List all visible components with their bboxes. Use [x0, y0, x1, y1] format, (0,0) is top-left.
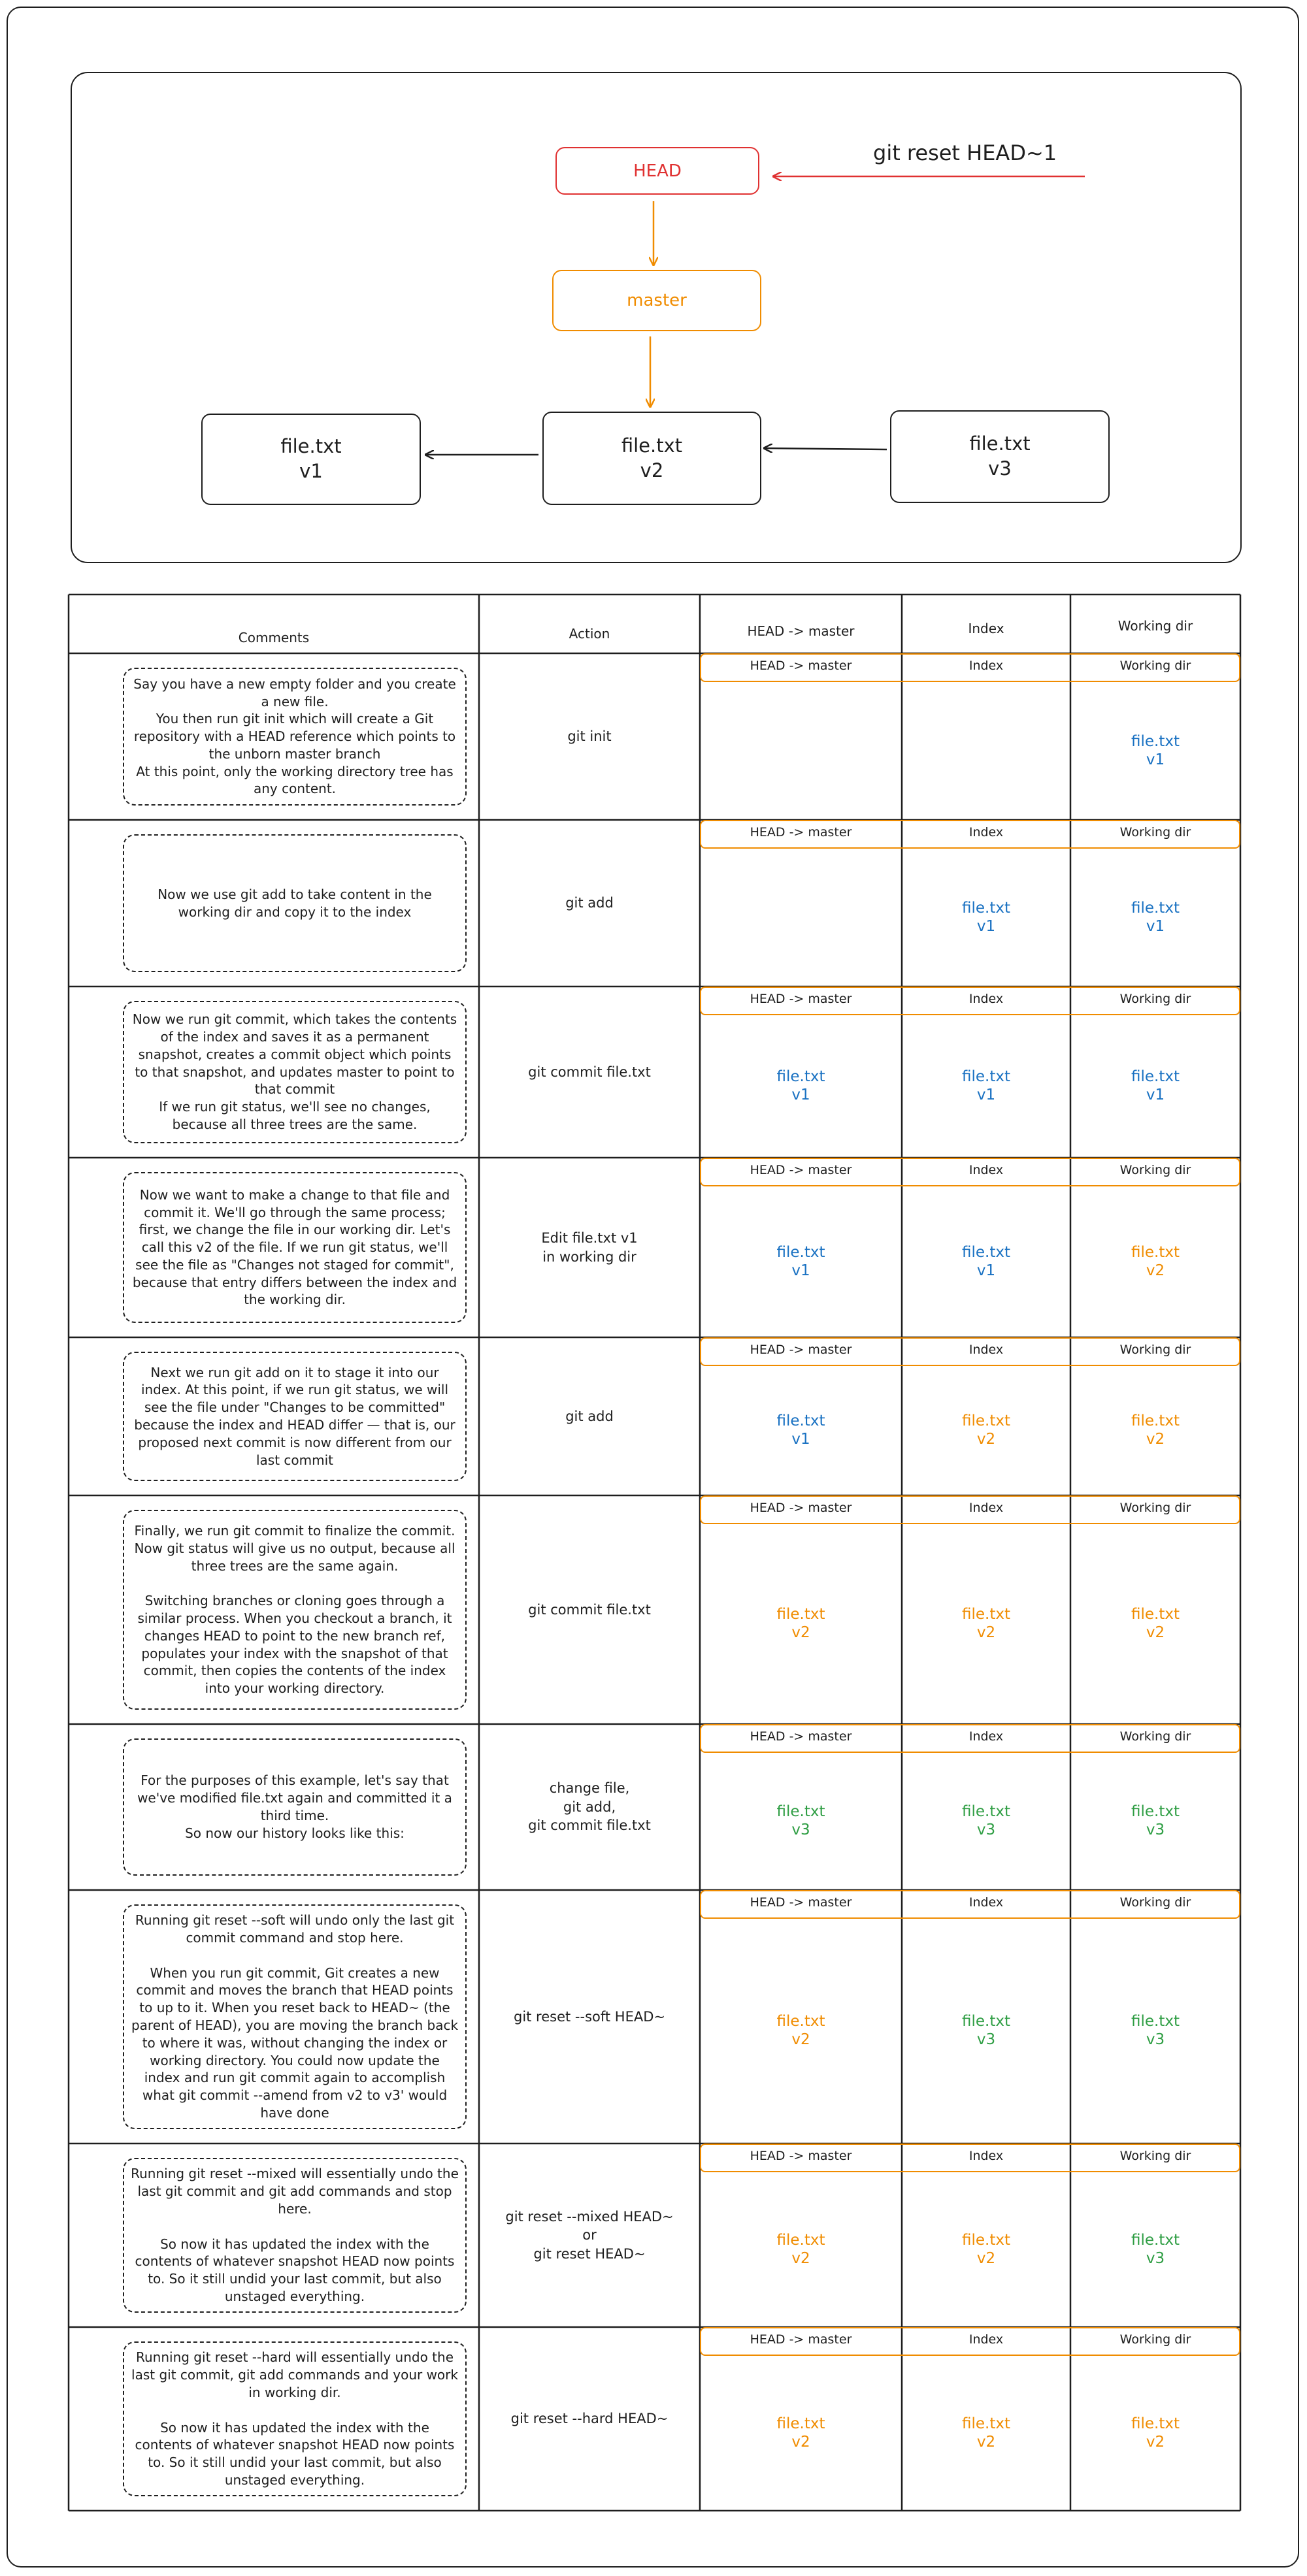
workdir-file-state: file.txt v3 — [1131, 1803, 1180, 1838]
subheader-working-dir: Working dir — [1119, 1729, 1191, 1744]
subheader-head-master: HEAD -> master — [750, 1729, 852, 1744]
comment-box: Now we use git add to take content in the working dir and copy it to the index — [123, 834, 467, 972]
master-node: master — [552, 270, 761, 331]
workdir-file-state: file.txt v1 — [1131, 899, 1180, 935]
action-text: git add — [565, 1408, 614, 1424]
workdir-file-state: file.txt v2 — [1131, 1243, 1180, 1279]
subheader-head-master: HEAD -> master — [750, 2149, 852, 2163]
commit-v1-node: file.txt v1 — [201, 414, 421, 505]
commit-v2-node: file.txt v2 — [542, 412, 761, 505]
workdir-file-state: file.txt v2 — [1131, 1606, 1180, 1641]
head-node: HEAD — [555, 147, 759, 195]
workdir-file-state: file.txt v2 — [1131, 1412, 1180, 1448]
header-head-master: HEAD -> master — [747, 623, 855, 639]
index-file-state: file.txt v2 — [962, 2415, 1010, 2451]
index-file-state: file.txt v3 — [962, 1803, 1010, 1838]
index-file-state: file.txt v2 — [962, 2231, 1010, 2267]
comment-box: For the purposes of this example, let's say that we've modified file.txt again and committed it a third time. So now our history looks like this: — [123, 1738, 467, 1876]
subheader-head-master: HEAD -> master — [750, 1343, 852, 1357]
subheader-head-master: HEAD -> master — [750, 2332, 852, 2347]
index-file-state: file.txt v2 — [962, 1606, 1010, 1641]
comment-box: Finally, we run git commit to finalize the commit. Now git status will give us no output, because all three trees are the same again. Switching branches or cloning goes through a similar process. When you checkout a branch, it changes HEAD to point to the new branch ref, populates your index with the snapshot of that commit, then copies the contents of the index into your working directory. — [123, 1510, 467, 1710]
head-file-state: file.txt v1 — [776, 1243, 825, 1279]
header-action: Action — [569, 626, 610, 642]
action-text: git commit file.txt — [528, 1064, 651, 1080]
subheader-working-dir: Working dir — [1119, 992, 1191, 1006]
subheader-index: Index — [968, 1729, 1004, 1744]
reset-command-label: git reset HEAD~1 — [873, 140, 1057, 165]
action-text: git reset --hard HEAD~ — [510, 2411, 669, 2427]
action-text: Edit file.txt v1 in working dir — [541, 1230, 638, 1265]
header-comments: Comments — [238, 630, 310, 645]
workdir-file-state: file.txt v3 — [1131, 2231, 1180, 2267]
index-file-state: file.txt v3 — [962, 2013, 1010, 2048]
subheader-index: Index — [968, 1343, 1004, 1357]
index-file-state — [902, 682, 1070, 820]
index-file-state: file.txt v1 — [962, 899, 1010, 935]
head-file-state — [700, 682, 902, 820]
comment-box: Next we run git add on it to stage it into our index. At this point, if we run git status, we will see the file under "Changes to be committed" because the index and HEAD differ — that is, our proposed next commit is now different from our last commit — [123, 1352, 467, 1481]
subheader-working-dir: Working dir — [1119, 659, 1191, 673]
subheader-index: Index — [968, 1163, 1004, 1177]
subheader-working-dir: Working dir — [1119, 825, 1191, 840]
subheader-index: Index — [968, 1501, 1004, 1515]
subheader-index: Index — [968, 2149, 1004, 2163]
head-file-state: file.txt v1 — [776, 1412, 825, 1448]
comment-box: Now we run git commit, which takes the contents of the index and saves it as a permanent snapshot, creates a commit object which points to that snapshot, and updates master to point to that commit If we run git status, we'll see no changes, because all three trees are the same. — [123, 1001, 467, 1143]
subheader-index: Index — [968, 992, 1004, 1006]
head-file-state — [700, 849, 902, 986]
index-file-state: file.txt v1 — [962, 1243, 1010, 1279]
subheader-head-master: HEAD -> master — [750, 992, 852, 1006]
subheader-head-master: HEAD -> master — [750, 659, 852, 673]
workdir-file-state: file.txt v1 — [1131, 732, 1180, 768]
head-file-state: file.txt v2 — [776, 1606, 825, 1641]
workdir-file-state: file.txt v1 — [1131, 1068, 1180, 1103]
header-working-dir: Working dir — [1117, 618, 1193, 634]
comment-box: Now we want to make a change to that file and commit it. We'll go through the same process; first, we change the file in our working dir. Let's call this v2 of the file. If we run git status, we'll see the file as "Changes not staged for commit", because that entry differs between the index and the working dir. — [123, 1172, 467, 1323]
action-text: git commit file.txt — [528, 1601, 651, 1618]
subheader-working-dir: Working dir — [1119, 2149, 1191, 2163]
head-file-state: file.txt v2 — [776, 2231, 825, 2267]
subheader-index: Index — [968, 825, 1004, 840]
head-file-state: file.txt v1 — [776, 1068, 825, 1103]
subheader-index: Index — [968, 659, 1004, 673]
index-file-state: file.txt v2 — [962, 1412, 1010, 1448]
subheader-head-master: HEAD -> master — [750, 825, 852, 840]
head-file-state: file.txt v2 — [776, 2013, 825, 2048]
head-file-state: file.txt v3 — [776, 1803, 825, 1838]
action-text: change file, git add, git commit file.txt — [528, 1780, 651, 1834]
action-text: git add — [565, 895, 614, 911]
head-file-state: file.txt v2 — [776, 2415, 825, 2451]
subheader-head-master: HEAD -> master — [750, 1895, 852, 1910]
comment-box: Running git reset --mixed will essentially undo the last git commit and git add commands and stop here. So now it has updated the index with the contents of whatever snapshot HEAD now points to. So it still undid your last commit, but also unstaged everything. — [123, 2158, 467, 2313]
comment-box: Running git reset --soft will undo only the last git commit command and stop here. When you run git commit, Git creates a new commit and moves the branch that HEAD points to up to it. When you reset back to HEAD~ (the parent of HEAD), you are moving the branch back to where it was, without changing the index or working directory. You could now update the index and run git commit again to accomplish what git commit --amend from v2 to v3' would have done — [123, 1904, 467, 2129]
action-text: git init — [567, 728, 612, 745]
action-text: git reset --soft HEAD~ — [513, 2008, 665, 2025]
subheader-working-dir: Working dir — [1119, 1501, 1191, 1515]
commit-v3-node: file.txt v3 — [890, 410, 1110, 503]
subheader-index: Index — [968, 2332, 1004, 2347]
subheader-working-dir: Working dir — [1119, 1343, 1191, 1357]
workdir-file-state: file.txt v2 — [1131, 2415, 1180, 2451]
subheader-index: Index — [968, 1895, 1004, 1910]
subheader-working-dir: Working dir — [1119, 2332, 1191, 2347]
comment-box: Say you have a new empty folder and you create a new file. You then run git init which will create a Git repository with a HEAD reference which points to the unborn master branch At this point, only the working directory tree has any content. — [123, 668, 467, 806]
subheader-head-master: HEAD -> master — [750, 1501, 852, 1515]
subheader-working-dir: Working dir — [1119, 1163, 1191, 1177]
action-text: git reset --mixed HEAD~ or git reset HEAD~ — [505, 2208, 674, 2262]
header-index: Index — [968, 621, 1004, 636]
workdir-file-state: file.txt v3 — [1131, 2013, 1180, 2048]
comment-box: Running git reset --hard will essentially undo the last git commit, git add commands and your work in working dir. So now it has updated the index with the contents of whatever snapshot HEAD now points to. So it still undid your last commit, but also unstaged everything. — [123, 2341, 467, 2496]
subheader-working-dir: Working dir — [1119, 1895, 1191, 1910]
index-file-state: file.txt v1 — [962, 1068, 1010, 1103]
subheader-head-master: HEAD -> master — [750, 1163, 852, 1177]
